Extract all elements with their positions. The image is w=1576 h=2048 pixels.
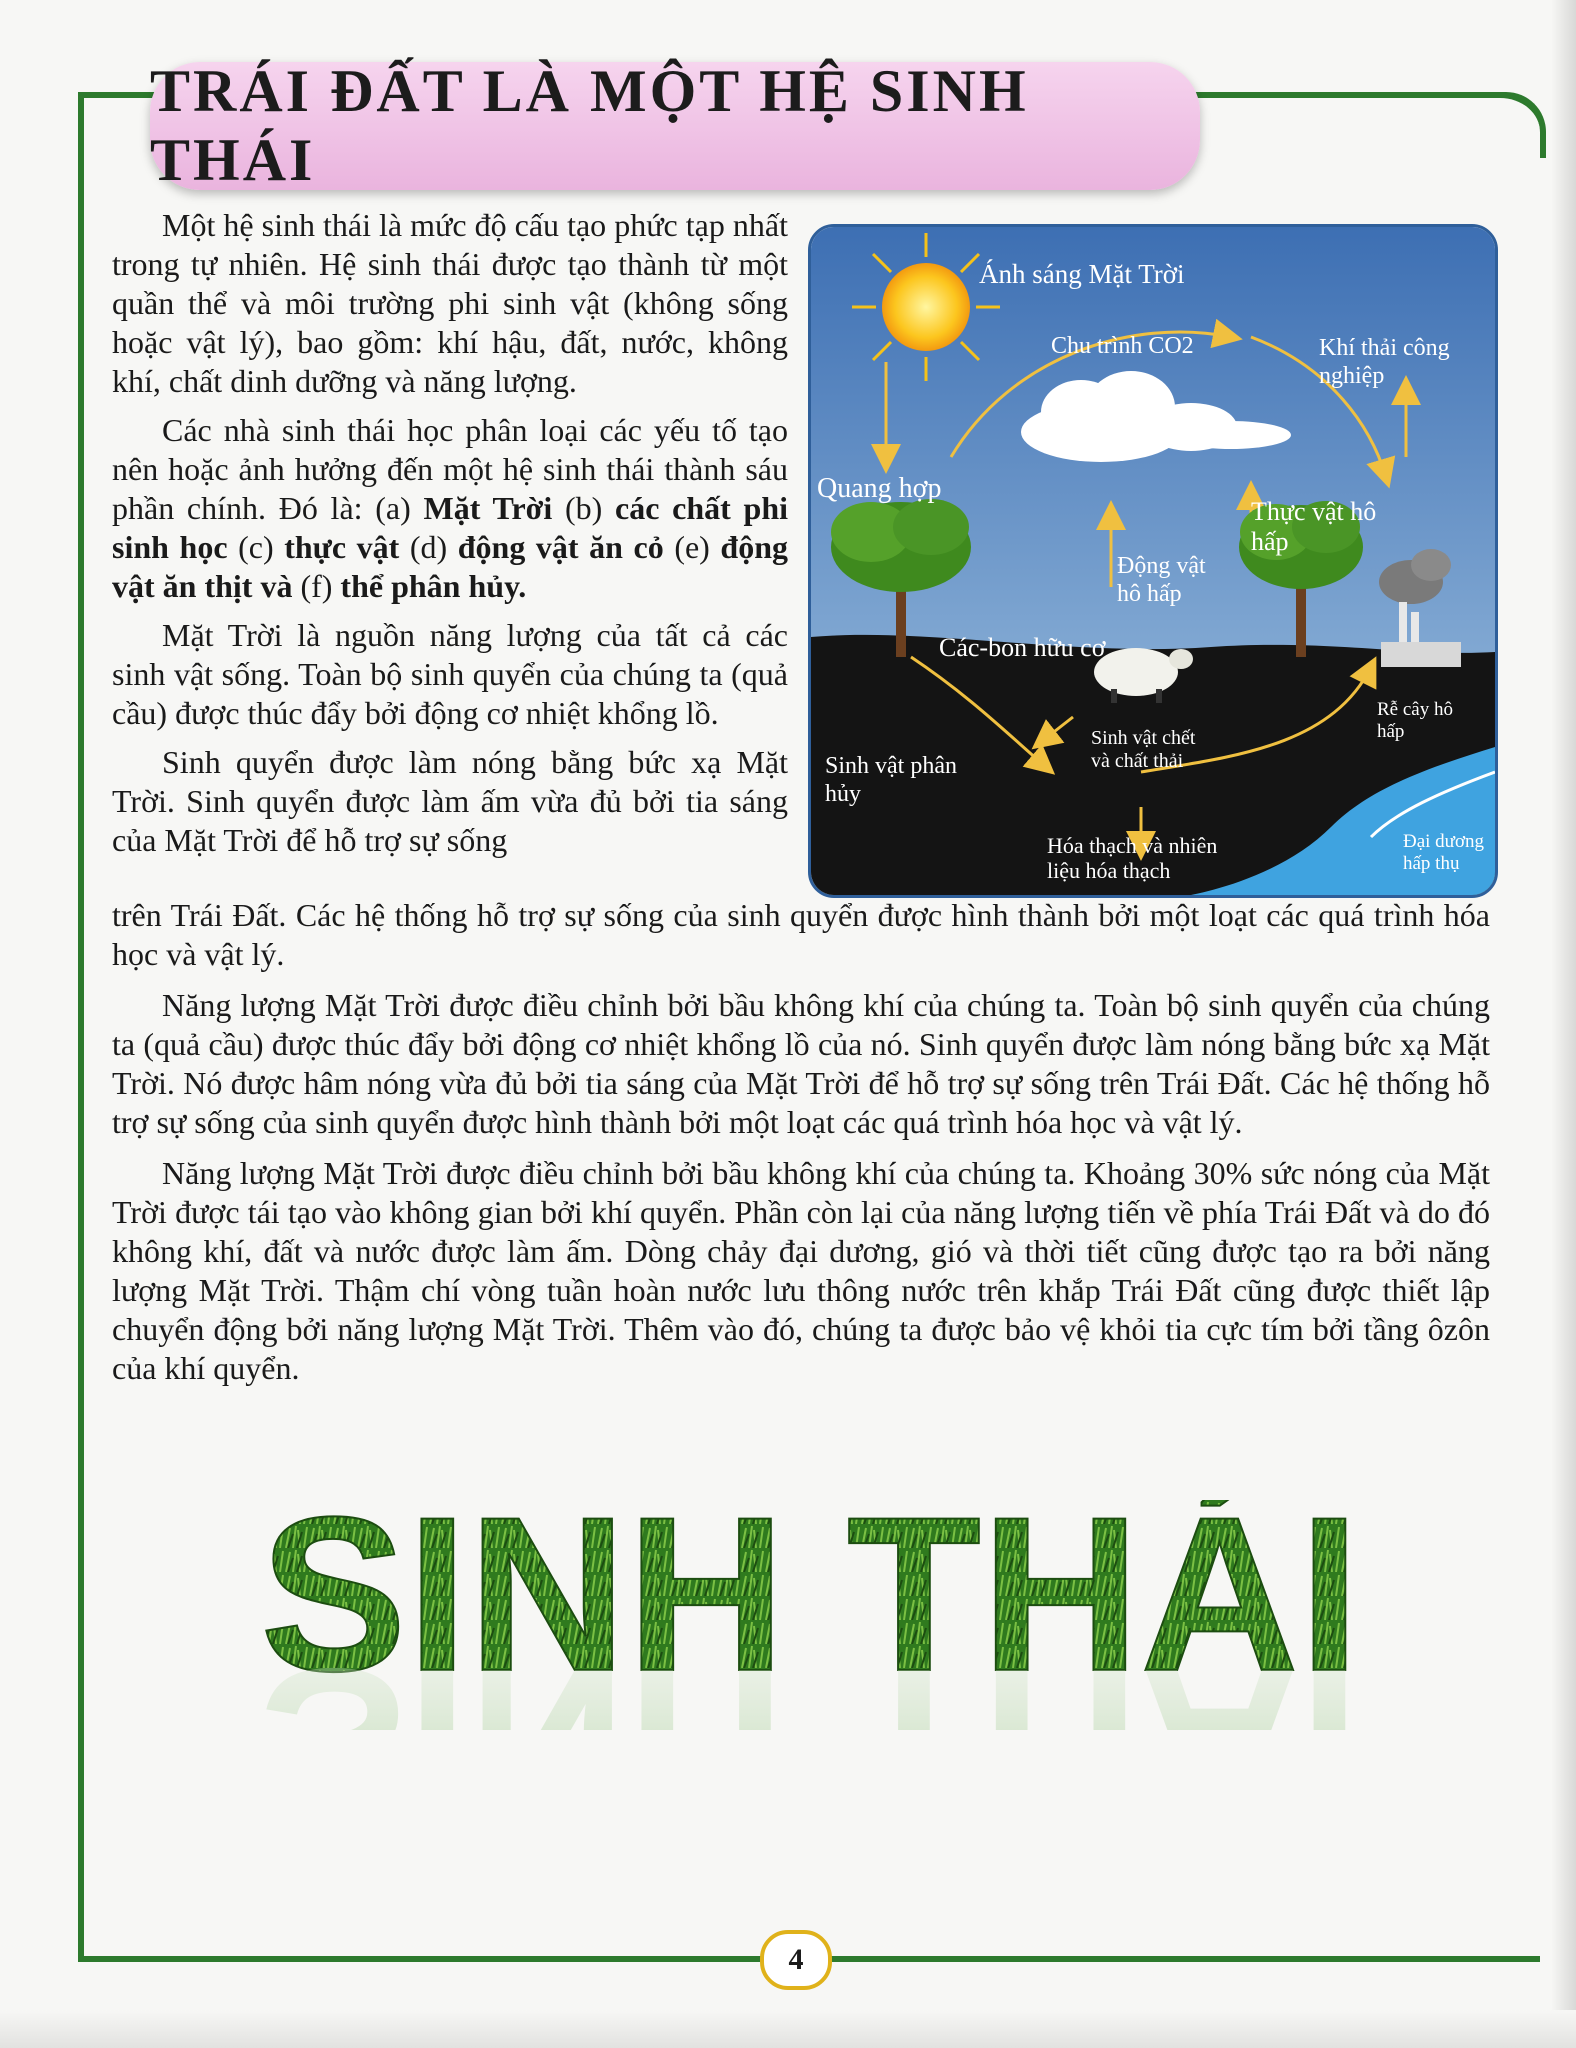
label-co2-cycle: Chu trình CO2 (1051, 333, 1194, 359)
label-root-resp-line1: Rễ cây hô (1377, 699, 1453, 720)
label-industrial-line2: nghiệp (1319, 362, 1385, 389)
big-word-reflection-text (260, 1623, 1360, 1730)
label-sunlight: Ánh sáng Mặt Trời (979, 259, 1185, 289)
label-dead-line2: và chất thải (1091, 750, 1184, 772)
label-animal-resp (1117, 553, 1206, 608)
page-edge-shadow (1552, 0, 1576, 2048)
label-root-resp-line2: hấp (1377, 720, 1405, 742)
label-animal-resp-line2: hô hấp (1117, 580, 1182, 607)
sinh-thai-graphic (140, 1500, 1480, 1730)
paragraph-2 (112, 411, 788, 606)
p2-marker-e: (e) (663, 529, 721, 565)
label-organic-carbon: Các-bon hữu cơ (939, 633, 1106, 662)
label-fossils-line2: liệu hóa thạch (1047, 858, 1171, 884)
grass-text-art (140, 1500, 1480, 1730)
label-decomposers (825, 753, 957, 808)
label-decomposers-line2: hủy (825, 780, 861, 807)
p2-bold-decomposers: thể phân hủy. (340, 568, 527, 604)
label-industrial (1319, 335, 1450, 390)
big-word-text: SINH THÁI (260, 1500, 1360, 1717)
sun-icon (852, 233, 1000, 381)
label-plant-resp-line2: hấp (1251, 526, 1289, 556)
paragraph-6: Năng lượng Mặt Trời được điều chỉnh bởi bầu không khí của chúng ta. Khoảng 30% sức nóng của Mặt Trời được tái tạo vào không gian bởi khí quyển. Phần còn lại của năng lượng tiến về phía Trái Đất và do đó không khí, đất và nước được làm ấm. Dòng chảy đại dương, gió và thời tiết cũng được tạo ra bởi năng lượng Mặt Trời. Thậm chí vòng tuần hoàn nước lưu thông nước trên khắp Trái Đất cũng được thiết lập chuyển động bởi năng lượng Mặt Trời. Thêm vào đó, chúng ta được bảo vệ khỏi tia cực tím bởi tầng ôzôn của khí quyển. (112, 1155, 1490, 1386)
p2-bold-sun: Mặt Trời (423, 490, 553, 526)
label-photosynthesis: Quang hợp (817, 473, 942, 504)
label-industrial-line1: Khí thải công (1319, 335, 1450, 361)
p2-marker-c: (c) (227, 529, 285, 565)
label-dead-organisms (1091, 727, 1195, 773)
label-fossils (1047, 833, 1217, 884)
paragraph-1: Một hệ sinh thái là mức độ cấu tạo phức tạp nhất trong tự nhiên. Hệ sinh thái được tạo thành từ một quần thể và môi trường phi sinh vật (không sống hoặc vật lý), bao gồm: khí hậu, đất, nước, không khí, chất dinh dưỡng và năng lượng. (112, 207, 788, 399)
p2-text: Các nhà sinh thái học phân loại các yếu tố tạo nên hoặc ảnh hưởng đến một hệ sinh thái thành sáu phần chính. Đó là: (a) (112, 412, 788, 526)
carbon-cycle-diagram (808, 224, 1498, 898)
p2-marker-b: (b) (552, 490, 616, 526)
label-ocean (1403, 831, 1484, 875)
paragraph-4-end: trên Trái Đất. Các hệ thống hỗ trợ sự sống của sinh quyển được hình thành bởi một loạt các quá trình hóa học và vật lý. (112, 897, 1490, 972)
label-animal-resp-line1: Động vật (1117, 553, 1206, 579)
p2-marker-d: (d) (399, 529, 458, 565)
label-dead-line1: Sinh vật chết (1091, 727, 1196, 749)
paragraph-5: Năng lượng Mặt Trời được điều chỉnh bởi bầu không khí của chúng ta. Toàn bộ sinh quyển của chúng ta (quả cầu) được thúc đẩy bởi động cơ nhiệt khổng lồ của nó. Sinh quyển được làm nóng bằng bức xạ Mặt Trời. Nó được hâm nóng vừa đủ bởi tia sáng của Mặt Trời để hỗ trợ sự sống trên Trái Đất. Các hệ thống hỗ trợ sự sống của sinh quyển được hình thành bởi một loạt các quá trình hóa học và vật lý. (112, 987, 1490, 1140)
p2-bold-abiotic: các chất phi sinh học (112, 490, 789, 565)
full-width-text (112, 896, 1490, 1400)
label-root-resp (1377, 699, 1453, 743)
big-word-reflection (260, 1623, 1360, 1730)
title-plate (150, 58, 1200, 193)
column-text (112, 206, 788, 870)
label-decomposers-line1: Sinh vật phân (825, 753, 957, 779)
label-fossils-line1: Hóa thạch và nhiên (1047, 833, 1218, 858)
label-plant-resp (1251, 497, 1376, 557)
paragraph-4-start: Sinh quyển được làm nóng bằng bức xạ Mặt Trời. Sinh quyển được làm ấm vừa đủ bởi tia sáng của Mặt Trời để hỗ trợ sự sống (112, 744, 788, 858)
page-number: 4 (760, 1930, 832, 1990)
p2-bold-herbivores: động vật ăn cỏ (457, 529, 664, 565)
page-title: TRÁI ĐẤT LÀ MỘT HỆ SINH THÁI (150, 58, 1029, 193)
label-plant-resp-line1: Thực vật hô (1251, 497, 1377, 526)
label-ocean-line1: Đại dương (1403, 831, 1485, 852)
page-bottom-shadow (0, 2010, 1576, 2048)
p2-marker-f: (f) (292, 568, 341, 604)
paragraph-3: Mặt Trời là nguồn năng lượng của tất cả các sinh vật sống. Toàn bộ sinh quyển của chúng ta (quả cầu) được thúc đẩy bởi động cơ nhiệt khổng lồ. (112, 617, 788, 731)
p2-bold-plants: thực vật (284, 529, 400, 565)
label-ocean-line2: hấp thụ (1403, 852, 1460, 874)
p2-bold-carnivores: động vật ăn thịt và (112, 529, 788, 604)
